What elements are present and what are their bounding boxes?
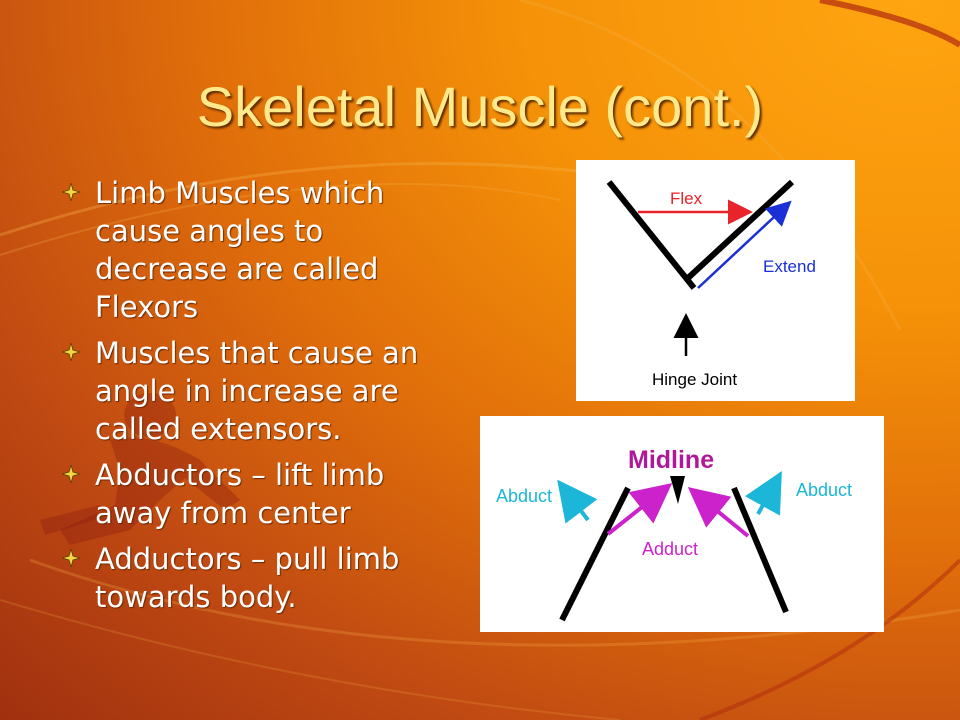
slide-title: Skeletal Muscle (cont.) [196, 75, 764, 138]
extend-label: Extend [763, 257, 816, 276]
limb-left [562, 488, 628, 620]
abduct-left-label: Abduct [496, 486, 553, 506]
bullet-item [62, 174, 462, 326]
bullet-item [62, 456, 462, 532]
abduct-arrow-left [562, 486, 588, 520]
hinge-joint-diagram [576, 160, 855, 401]
abduct-arrow-right [758, 478, 778, 514]
midline-marker [670, 476, 685, 504]
flex-label: Flex [670, 189, 703, 208]
four-point-star-bullet-icon [62, 343, 80, 361]
midline-label: Midline [628, 446, 715, 474]
bullet-text: Abductors – lift limb away from center [95, 458, 385, 530]
bullet-item [62, 334, 462, 448]
bullet-item [62, 540, 462, 616]
four-point-star-bullet-icon [62, 465, 80, 483]
bullet-text: Limb Muscles which cause angles to decrease are called Flexors [95, 176, 385, 324]
midline-diagram [480, 416, 884, 632]
hinge-joint-label: Hinge Joint [652, 370, 738, 389]
bullet-list [62, 174, 462, 624]
adduct-label: Adduct [642, 539, 699, 559]
bullet-text: Adductors – pull limb towards body. [95, 542, 400, 614]
abduct-right-label: Abduct [796, 480, 853, 500]
bullet-text: Muscles that cause an angle in increase are called extensors. [95, 336, 419, 446]
four-point-star-bullet-icon [62, 549, 80, 567]
four-point-star-bullet-icon [62, 183, 80, 201]
